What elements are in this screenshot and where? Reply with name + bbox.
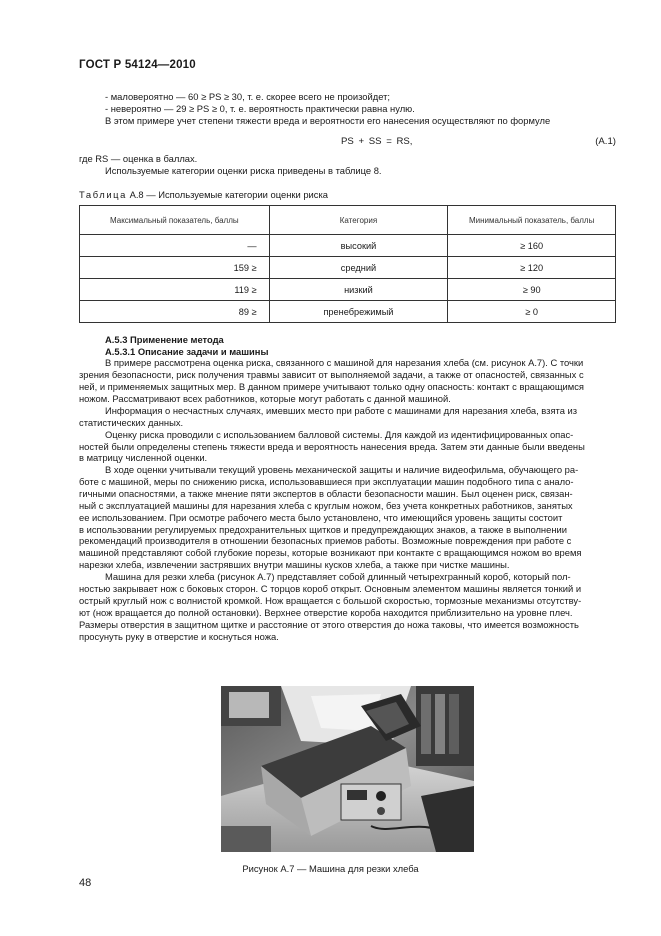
bread-slicer-photo — [221, 686, 474, 852]
cell-category: низкий — [269, 279, 448, 301]
table-row — [80, 301, 616, 323]
paragraph-line: рекомендаций производителя в отношении безопасных приемов работы. Возможные повреждения при работе с — [79, 535, 572, 546]
header-category: Категория — [269, 206, 448, 235]
bread-slicer-illustration — [221, 686, 474, 852]
table-row — [80, 257, 616, 279]
paragraph-line: ней, и применяемых защитных мер. В данном примере учитывают только одну опасность: контакт с вращающимся — [79, 381, 584, 392]
document-header: ГОСТ Р 54124—2010 — [79, 59, 196, 71]
paragraph-line: в матрицу численной оценки. — [79, 452, 208, 463]
cell-min-score: ≥ 160 — [448, 235, 616, 257]
header-max-score: Максимальный показатель, баллы — [80, 206, 270, 235]
intro-line-3: В этом примере учет степени тяжести вреда и вероятности его нанесения осуществляют по формуле — [105, 115, 551, 126]
table-caption — [79, 189, 328, 200]
cell-min-score: ≥ 0 — [448, 301, 616, 323]
paragraph-line: нарезки хлеба, извлечении застрявших внутри машины кусков хлеба, а также при чистке машины. — [79, 559, 510, 570]
paragraph-line: В примере рассмотрена оценка риска, связанного с машиной для нарезания хлеба (см. рисунок А.7). С точки — [105, 357, 584, 368]
paragraph-line: ный с эксплуатацией машины для нарезания хлеба с круглым ножом, без учета конкретных работников, занятых — [79, 500, 573, 511]
paragraph-line: Информация о несчастных случаях, имевших место при работе с машинами для нарезания хлеба, взята из — [105, 405, 578, 416]
table-reference-line: Используемые категории оценки риска приведены в таблице 8. — [105, 165, 382, 176]
paragraph-line: ностей были определены степень тяжести вреда и вероятность нанесения вреда. Затем эти данные были введены — [79, 441, 585, 452]
paragraph-line: Машина для резки хлеба (рисунок А.7) представляет собой длинный четырехгранный короб, который пол- — [105, 571, 571, 582]
paragraph-line: ножом. Рассматривают всех работников, которые могут работать с данной машиной. — [79, 393, 451, 404]
cell-min-score: ≥ 90 — [448, 279, 616, 301]
paragraph-line: ностью закрывает нож с боковых сторон. С торцов короб открыт. Основным элементом машины является тонкий и — [79, 583, 582, 594]
cell-category: средний — [269, 257, 448, 279]
cell-min-score: ≥ 120 — [448, 257, 616, 279]
section-heading: А.5.3 Применение метода — [105, 334, 224, 345]
paragraph-line: гичными опасностями, а также мнение пяти экспертов в области безопасности машин. Был оценен риск, связан- — [79, 488, 573, 499]
subsection-heading: А.5.3.1 Описание задачи и машины — [105, 346, 269, 357]
formula-number: (A.1) — [595, 136, 616, 147]
page-number: 48 — [79, 877, 92, 889]
cell-max-score: 159 ≥ — [80, 257, 270, 279]
table-caption-text: А.8 — Используемые категории оценки риска — [126, 189, 328, 200]
table-row — [80, 235, 616, 257]
paragraph-line: боте с машиной, меры по снижению риска, использовавшиеся при эксплуатации машин подобного типа с анало- — [79, 476, 574, 487]
paragraph-line: острый круглый нож с волнистой кромкой. Нож вращается с большой скоростью, тормозные механизмы отсутству- — [79, 595, 582, 606]
formula-a1 — [79, 136, 616, 150]
cell-category: пренебрежимый — [269, 301, 448, 323]
table-row — [80, 279, 616, 301]
paragraph-line: ют (нож вращается до полной остановки). Верхнее отверстие короба находится приблизительно на уровне плеч. — [79, 607, 573, 618]
paragraph-line: В ходе оценки учитывали текущий уровень механической защиты и наличие видеофильма, обучающего ра- — [105, 464, 579, 475]
risk-category-table — [79, 205, 616, 323]
table-caption-word: Таблица — [79, 189, 127, 200]
paragraph-line: зрения безопасности, риск получения травмы зависит от выполняемой задачи, а также от опасностей, связанных с — [79, 369, 584, 380]
figure-caption: Рисунок А.7 — Машина для резки хлеба — [242, 863, 419, 874]
paragraph-line: ее использованием. При осмотре рабочего места было установлено, что имеющийся уровень защиты состоит — [79, 512, 563, 523]
paragraph-line: в использовании регулируемых предохранительных щитков и предупреждающих знаков, а также в выполнении — [79, 524, 567, 535]
intro-line-1: - маловероятно — 60 ≥ PS ≥ 30, т. е. скорее всего не произойдет; — [105, 91, 391, 102]
paragraph-line: машиной представляют собой глубокие порезы, которые возникают при контакте с вращающимся ножом во время — [79, 547, 582, 558]
intro-line-2: - невероятно — 29 ≥ PS ≥ 0, т. е. вероятность практически равна нулю. — [105, 103, 415, 114]
paragraph-line: Размеры отверстия в защитном щитке и расстояние от этого отверстия до ножа таковы, что имеется возможность — [79, 619, 579, 630]
header-min-score: Минимальный показатель, баллы — [448, 206, 616, 235]
cell-max-score: 89 ≥ — [80, 301, 270, 323]
paragraph-line: Оценку риска проводили с использованием балловой системы. Для каждой из идентифицированных опас- — [105, 429, 574, 440]
formula-expression: PS + SS = RS, — [341, 136, 413, 147]
paragraph-line: просунуть руку в отверстие и коснуться ножа. — [79, 631, 279, 642]
cell-max-score: 119 ≥ — [80, 279, 270, 301]
table-header-row — [80, 206, 616, 235]
cell-category: высокий — [269, 235, 448, 257]
cell-max-score: — — [80, 235, 270, 257]
paragraph-line: статистических данных. — [79, 417, 184, 428]
where-line: где RS — оценка в баллах. — [79, 153, 198, 164]
